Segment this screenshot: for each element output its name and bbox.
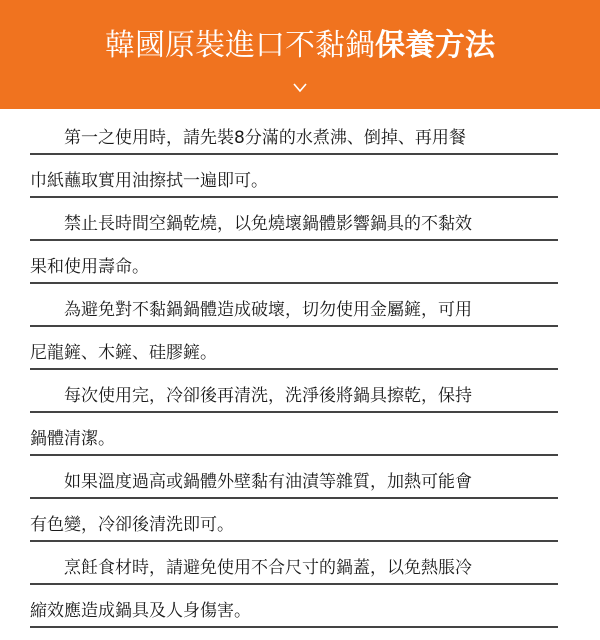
title-bold: 保養方法 [375,28,495,63]
instruction-line: 縮效應造成鍋具及人身傷害。 [30,597,558,628]
chevron-down-icon [292,82,308,94]
header-banner [0,0,600,109]
instruction-line: 巾紙蘸取實用油擦拭一遍即可。 [30,167,558,198]
instruction-line: 禁止長時間空鍋乾燒，以免燒壞鍋體影響鍋具的不黏效 [30,210,558,241]
title-regular: 韓國原裝進口不黏鍋 [105,28,375,63]
instruction-line: 烹飪食材時，請避免使用不合尺寸的鍋蓋，以免熱脹冷 [30,554,558,585]
instruction-line: 果和使用壽命。 [30,253,558,284]
care-instructions [30,124,558,640]
instruction-line: 為避免對不黏鍋鍋體造成破壞，切勿使用金屬鏟，可用 [30,296,558,327]
instruction-line: 有色變，冷卻後清洗即可。 [30,511,558,542]
page-title [0,26,600,66]
instruction-line: 尼龍鏟、木鏟、硅膠鏟。 [30,339,558,370]
instruction-line: 如果溫度過高或鍋體外壁黏有油漬等雜質，加熱可能會 [30,468,558,499]
instruction-line: 第一之使用時，請先裝8分滿的水煮沸、倒掉、再用餐 [30,124,558,155]
instruction-line: 每次使用完，冷卻後再清洗，洗淨後將鍋具擦乾，保持 [30,382,558,413]
instruction-line: 鍋體清潔。 [30,425,558,456]
